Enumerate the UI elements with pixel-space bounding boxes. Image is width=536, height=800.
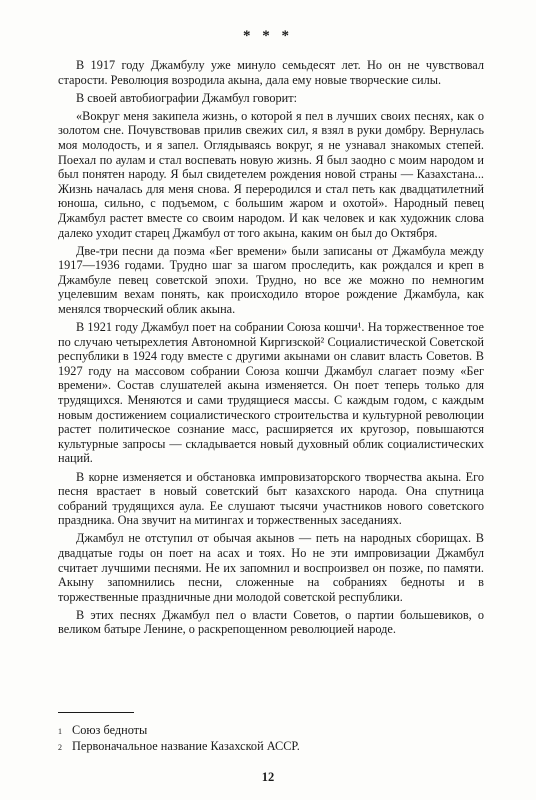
section-separator: * * * [243, 28, 293, 44]
footnote [58, 723, 488, 739]
paragraph: В этих песнях Джамбул пел о власти Советов, о партии большевиков, о великом батыре Ленине, о раскрепощенном революцией народе. [58, 607, 484, 637]
paragraph: В корне изменяется и обстановка импровизаторского творчества акына. Его песня врастает в новый советский быт казахского народа. Она спутница собраний трудящихся аула. Ее слушают тысячи участников нового советского праздника. Она звучит на митингах и торжественных заседаниях. [58, 469, 484, 528]
footnotes [58, 723, 488, 755]
paragraph: В своей автобиографии Джамбул говорит: [76, 90, 298, 105]
footnote-rule [58, 712, 134, 713]
paragraph: В 1917 году Джамбулу уже минуло семьдесят лет. Но он не чувствовал старости. Революция возродила акына, дала ему новые творческие силы. [58, 58, 484, 87]
main-text [58, 58, 484, 641]
footnote [58, 739, 488, 755]
footnote-mark: 1 [58, 727, 62, 736]
paragraph: В 1921 году Джамбул поет на собрании Союза кошчи¹. На торжественное тое по случаю четырехлетия Автономной Киргизской² Социалистической Советской республики в 1924 году вместе с другими акынами он славит власть Советов. В 1927 году на массовом собрании Союза кошчи Джамбул слагает поэму «Бег времени». Состав слушателей акына изменяется. Он поет теперь только для трудящихся. Меняются и сами трудящиеся массы. С каждым годом, с каждым новым достижением социалистического строительства и культурной революции растет политическое сознание масс, расширяется их кругозор, повышаются культурные запросы — складывается новый духовный облик социалистических наций. [58, 320, 484, 466]
page-number: 12 [261, 770, 275, 784]
paragraph: Две-три песни да поэма «Бег времени» были записаны от Джамбула между 1917—1936 годами. Трудно шаг за шагом проследить, как рождался и креп в Джамбуле певец советской эпохи. Трудно, но все же можно по немногим уцелевшим вехам понять, как происходило второе рождение Джамбула, как менялся творческий облик акына. [58, 243, 484, 316]
footnote-text: Первоначальное название Казахской АССР. [72, 739, 300, 753]
paragraph: Джамбул не отступил от обычая акынов — петь на народных сборищах. В двадцатые годы он поет на асах и тоях. Но не эти импровизации Джамбул считает лучшими песнями. Не их запомнил и воспроизвел он позже, по памяти. Акыну запомнились песни, сложенные на собраниях бедноты и в торжественные праздничные дни молодой советской республики. [58, 531, 484, 604]
quote-paragraph: «Вокруг меня закипела жизнь, о которой я пел в лучших своих песнях, как о золотом сне. Почувствовав прилив свежих сил, я взял в руки домбру. Вернулась моя молодость, и я запел. Оглядываясь вокруг, я не узнавал знакомых степей. Поехал по аулам и стал воспевать новую жизнь. Я был заодно с моим народом и был понятен народу. Я был свидетелем рождения новой страны — Казахстана... Жизнь началась для меня снова. Я переродился и стал петь как двадцатилетний юноша, сильно, с подъемом, с большим жаром и охотой». Народный певец Джамбул растет вместе со своим народом. И как человек и как художник слова далеко уходит старец Джамбул от того акына, каким он был до Октября. [58, 108, 484, 240]
footnote-mark: 2 [58, 743, 62, 752]
footnote-text: Союз бедноты [72, 723, 148, 737]
